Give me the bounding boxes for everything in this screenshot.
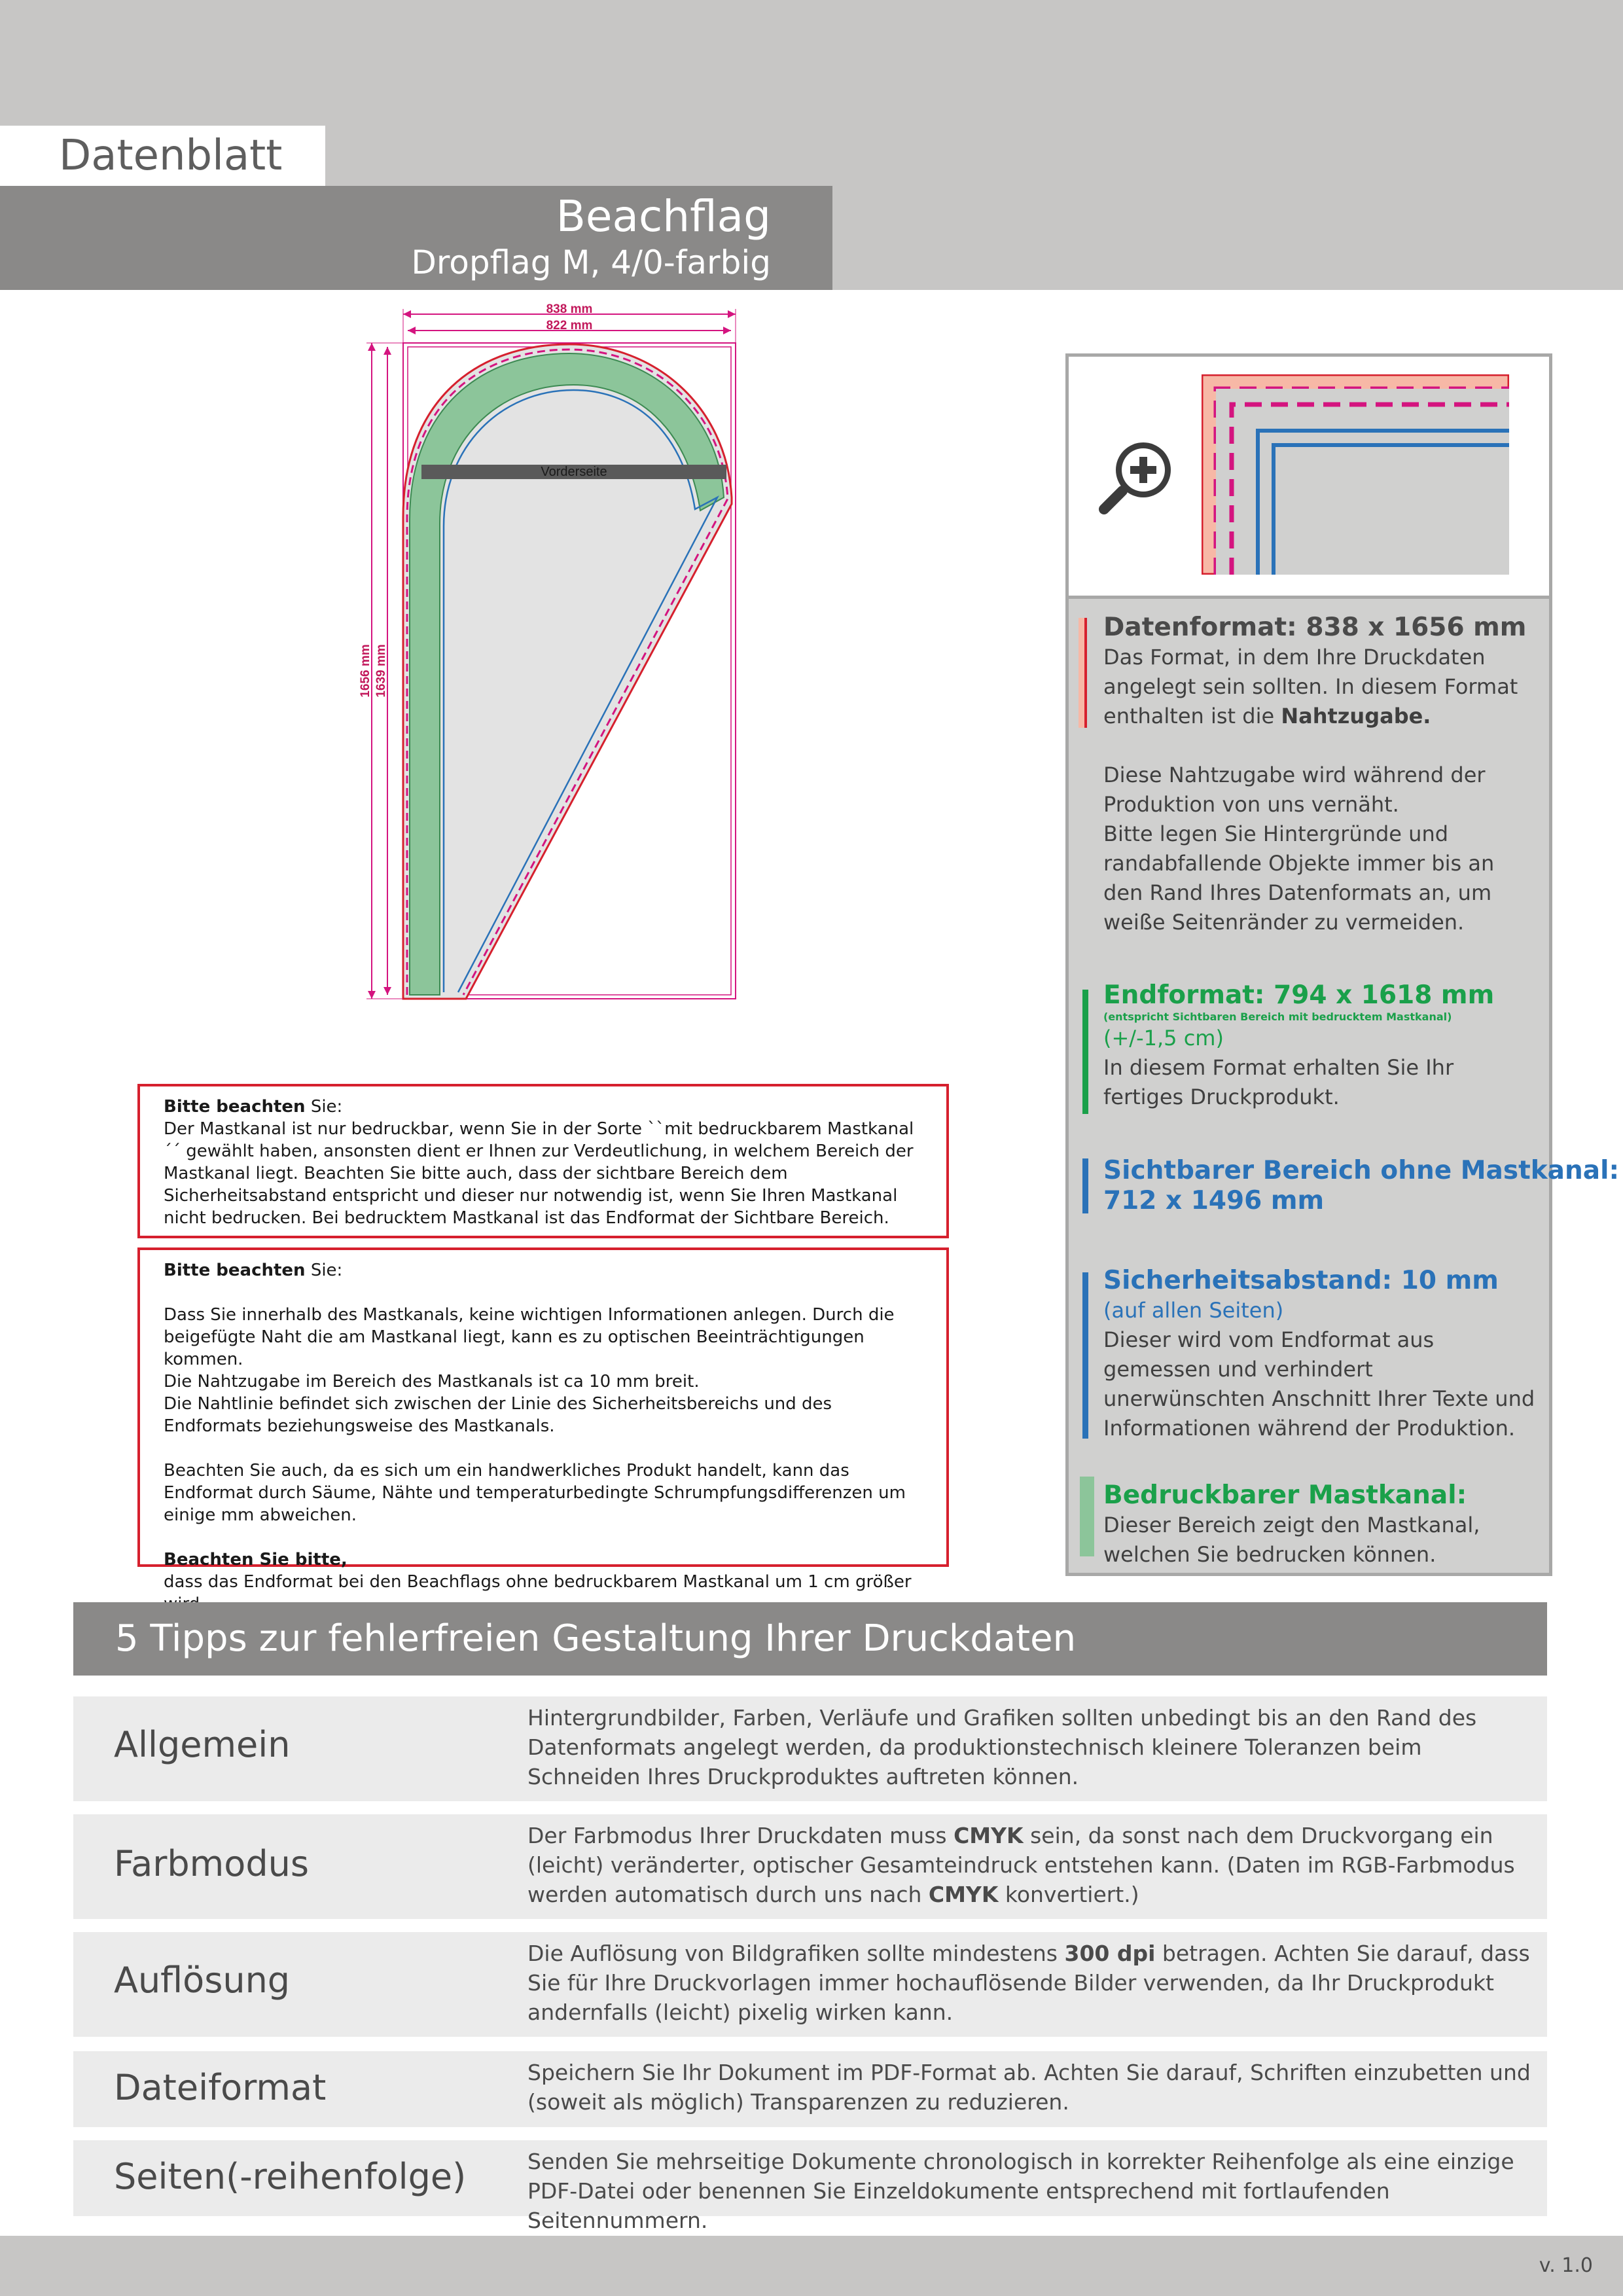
mastkanal-title: Bedruckbarer Mastkanal: (1103, 1480, 1467, 1510)
datenformat-text: Das Format, in dem Ihre Druckdaten angelegt sein sollten. In diesem Format enthalten ist die Nahtzugabe. (1103, 645, 1518, 728)
endformat-text: In diesem Format erhalten Sie Ihr fertiges Druckprodukt. (1103, 1055, 1454, 1109)
note2-p5: dass das Endformat bei den Beachflags ohne bedruckbarem Mastkanal um 1 cm größer (164, 1572, 912, 1592)
doc-type-label: Datenblatt (59, 132, 283, 180)
tip-text-allgemein: Hintergrundbilder, Farben, Verläufe und Grafiken sollten unbedingt bis an den Rand des Datenformats angelegt werden, da produktionstechnisch kleinere Toleranzen beim Schneiden Ihres Druckproduktes auftreten können. (527, 1705, 1477, 1789)
width-outer-label: 838 mm (546, 302, 593, 316)
sicherheit-text: Dieser wird vom Endformat aus gemessen und verhindert unerwünschten Anschnitt Ihrer Texte und Informationen während der Produktion. (1103, 1327, 1535, 1441)
tip-label-farbmodus: Farbmodus (114, 1843, 309, 1884)
sichtbar-color-bar (1082, 1158, 1088, 1213)
note2-p2: Die Nahtzugabe im Bereich des Mastkanals ist ca 10 mm breit. (164, 1372, 700, 1391)
width-inner-label: 822 mm (546, 319, 593, 332)
tip-text-farbmodus: Der Farbmodus Ihrer Druckdaten muss CMYK sein, da sonst nach dem Druckvorgang ein (leicht) veränderter, optischer Gesamteindruck entstehen kann. (Daten im RGB-Farbmodus werden automatisch durch uns nach CMYK konvertiert.) (527, 1823, 1515, 1907)
legend-endformat (1103, 980, 1539, 1112)
format-corner-detail (1202, 374, 1509, 575)
tips-heading: 5 Tipps zur fehlerfreien Gestaltung Ihrer Druckdaten (115, 1617, 1077, 1660)
note1-body: Der Mastkanal ist nur bedruckbar, wenn Sie in der Sorte ``mit bedruckbarem Mastkanal´´ gewählt haben, ansonsten dient er Ihnen zur Verdeutlichung, in welchem Bereich der Mastkanal liegt. Beachten Sie bitte auch, dass der sichtbare Bereich dem Sicherheitsabstand entspricht und dieser nur notwendig ist, wenn Sie Ihren Mastkanal nicht bedrucken. Bei bedrucktem Mastkanal ist das Endformat der Sichtbare Bereich. (164, 1119, 914, 1228)
endformat-tolerance: (+/-1,5 cm) (1103, 1026, 1224, 1050)
tip-text-dateiformat: Speichern Sie Ihr Dokument im PDF-Format ab. Achten Sie darauf, Schriften einzubetten und (soweit als möglich) Transparenzen zu reduzieren. (527, 2060, 1531, 2115)
endformat-note: (entspricht Sichtbaren Bereich mit bedrucktem Mastkanal) (1103, 1011, 1452, 1023)
note-hinweise (137, 1247, 949, 1592)
endformat-color-bar (1082, 990, 1088, 1114)
note-mastkanal (137, 1084, 949, 1238)
tip-text-seiten: Senden Sie mehrseitige Dokumente chronologisch in korrekter Reihenfolge als eine einzige PDF-Datei oder benennen Sie Einzeldokumente entsprechend mit fortlaufenden Seitennummern. (527, 2149, 1514, 2233)
legend-separator (1069, 596, 1549, 599)
version-label: v. 1.0 (1539, 2254, 1593, 2277)
tip-label-aufloesung: Auflösung (114, 1960, 291, 2001)
tip-text-aufloesung: Die Auflösung von Bildgrafiken sollte mindestens 300 dpi betragen. Achten Sie darauf, dass Sie für Ihre Druckvorlagen immer hochauflösende Bilder verwenden, da Ihr Druckprodukt andernfalls (leicht) pixelig wirken kann. (527, 1941, 1530, 2025)
product-title: Beachflag (556, 191, 771, 242)
note1-lead: Bitte beachten Sie: (164, 1097, 343, 1117)
front-side-label: Vorderseite (541, 465, 607, 479)
note2-p5-bold: Beachten Sie bitte, (164, 1550, 348, 1570)
endformat-title: Endformat: 794 x 1618 mm (1103, 980, 1495, 1010)
sicherheit-color-bar (1082, 1272, 1088, 1439)
height-inner-label: 1639 mm (374, 644, 388, 698)
sicherheit-title: Sicherheitsabstand: 10 mm (1103, 1266, 1499, 1295)
height-outer-label: 1656 mm (359, 644, 372, 698)
product-variant: Dropflag M, 4/0-farbig (411, 243, 771, 281)
legend-mastkanal (1103, 1480, 1539, 1570)
datenformat-text-2: Diese Nahtzugabe wird während der Produktion von uns vernäht. (1103, 762, 1486, 817)
datenformat-text-3: Bitte legen Sie Hintergründe und randabfallende Objekte immer bis an den Rand Ihres Datenformats an, um weiße Seitenränder zu vermeiden. (1103, 821, 1495, 935)
footer-band (0, 2236, 1623, 2296)
zoom-plus-icon (1096, 432, 1181, 517)
sichtbar-value: 712 x 1496 mm (1103, 1186, 1325, 1215)
note2-p4: Beachten Sie auch, da es sich um ein handwerkliches Produkt handelt, kann das Endformat durch Säume, Nähte und temperaturbedingte Schrumpfungsdifferenzen um einige mm abweichen. (164, 1461, 906, 1525)
note2-p1: Dass Sie innerhalb des Mastkanals, keine wichtigen Informationen anlegen. Durch die beigefügte Naht die am Mastkanal liegt, kann es zu optischen Beeinträchtigungen kommen. (164, 1305, 895, 1369)
tip-label-seiten: Seiten(-reihenfolge) (114, 2156, 467, 2197)
note2-p3: Die Nahtlinie befindet sich zwischen der Linie des Sicherheitsbereichs und des Endformats beziehungsweise des Mastkanals. (164, 1394, 832, 1436)
datenformat-title: Datenformat: 838 x 1656 mm (1103, 613, 1527, 642)
flag-diagram (347, 301, 766, 1008)
tip-label-allgemein: Allgemein (114, 1724, 291, 1765)
note2-lead: Bitte beachten Sie: (164, 1261, 343, 1280)
tip-label-dateiformat: Dateiformat (114, 2067, 327, 2108)
datenformat-color-bar (1079, 618, 1087, 728)
legend-sicherheit (1103, 1266, 1539, 1443)
sicherheit-sub: (auf allen Seiten) (1103, 1298, 1284, 1323)
mastkanal-text: Dieser Bereich zeigt den Mastkanal, welchen Sie bedrucken können. (1103, 1513, 1480, 1567)
mastkanal-color-bar (1080, 1477, 1094, 1556)
legend-datenformat (1103, 613, 1539, 937)
legend-sichtbar (1103, 1156, 1620, 1216)
sichtbar-title: Sichtbarer Bereich ohne Mastkanal: (1103, 1156, 1620, 1185)
